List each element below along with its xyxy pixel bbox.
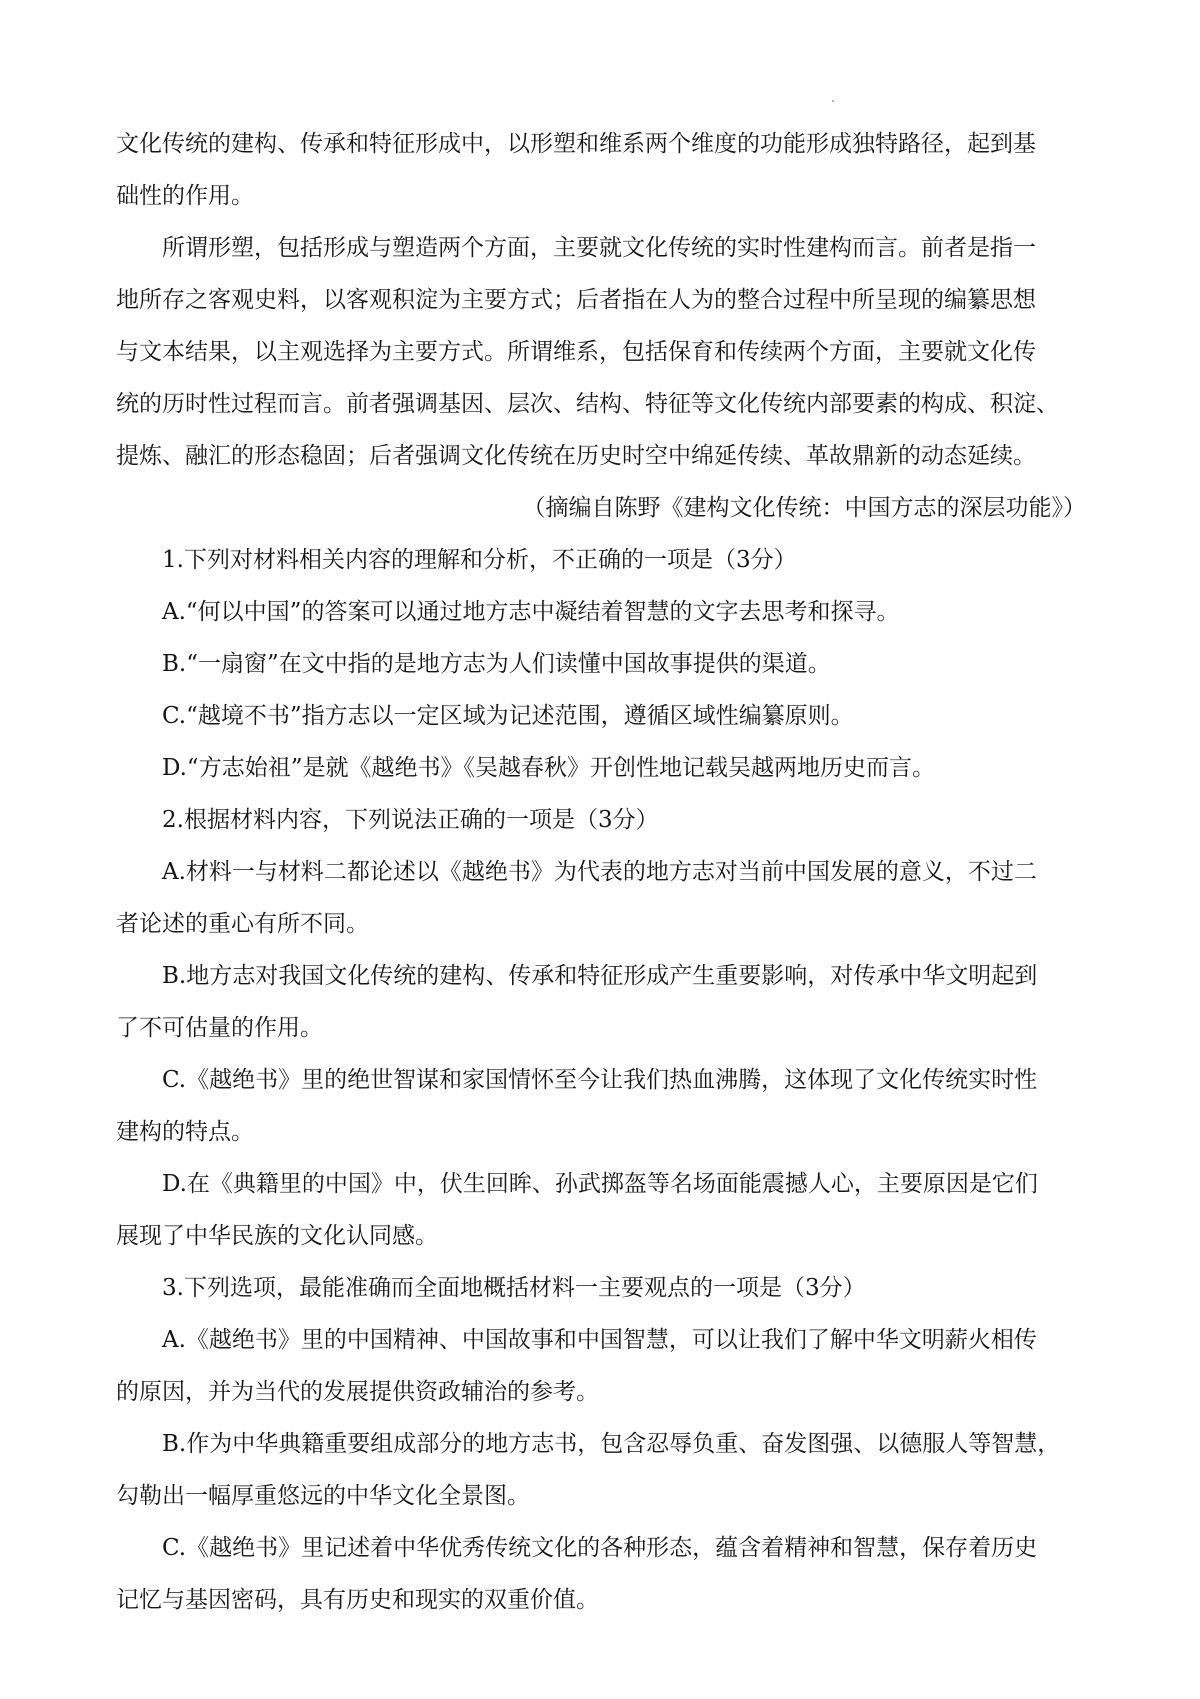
option-a: A.“何以中国”的答案可以通过地方志中凝结着智慧的文字去思考和探寻。 (162, 599, 900, 625)
passage-line: 所谓形塑，包括形成与塑造两个方面，主要就文化传统的实时性建构而言。前者是指一 (162, 235, 1036, 261)
passage-line: 与文本结果，以主观选择为主要方式。所谓维系，包括保育和传续两个方面，主要就文化传 (116, 339, 1036, 365)
passage-line: 提炼、融汇的形态稳固；后者强调文化传统在历史时空中绵延传续、革故鼎新的动态延续。 (116, 443, 1036, 469)
option-b: B.“一扇窗”在文中指的是地方志为人们读懂中国故事提供的渠道。 (162, 651, 831, 677)
document-body (116, 118, 1088, 1626)
question-stem: 2.根据材料内容，下列说法正确的一项是（3分） (162, 807, 659, 833)
question-3 (116, 1262, 1088, 1626)
option-a: A.材料一与材料二都论述以《越绝书》为代表的地方志对当前中国发展的意义，不过二 (162, 859, 1037, 885)
option-c: C.“越境不书”指方志以一定区域为记述范围，遵循区域性编纂原则。 (162, 703, 854, 729)
passage-source: （摘编自陈野《建构文化传统：中国方志的深层功能》） (522, 495, 1086, 521)
option-b-continued: 勾勒出一幅厚重悠远的中华文化全景图。 (116, 1483, 530, 1509)
option-b: B.作为中华典籍重要组成部分的地方志书，包含忍辱负重、奋发图强、以德服人等智慧， (162, 1431, 1061, 1457)
option-a: A.《越绝书》里的中国精神、中国故事和中国智慧，可以让我们了解中华文明薪火相传 (162, 1327, 1037, 1353)
option-c-continued: 记忆与基因密码，具有历史和现实的双重价值。 (116, 1587, 599, 1613)
option-a-continued: 的原因，并为当代的发展提供资政辅治的参考。 (116, 1379, 599, 1405)
question-stem: 3.下列选项，最能准确而全面地概括材料一主要观点的一项是（3分） (162, 1275, 866, 1301)
passage-line: 础性的作用。 (116, 183, 254, 209)
option-a-continued: 者论述的重心有所不同。 (116, 911, 369, 937)
option-d: D.“方志始祖”是就《越绝书》《吴越春秋》开创性地记载吴越两地历史而言。 (162, 755, 935, 781)
question-1 (116, 534, 1088, 794)
question-stem: 1.下列对材料相关内容的理解和分析，不正确的一项是（3分） (162, 547, 797, 573)
option-b: B.地方志对我国文化传统的建构、传承和特征形成产生重要影响，对传承中华文明起到 (162, 963, 1038, 989)
passage (116, 118, 1088, 534)
option-d-continued: 展现了中华民族的文化认同感。 (116, 1223, 438, 1249)
passage-line: 统的历时性过程而言。前者强调基因、层次、结构、特征等文化传统内部要素的构成、积淀、 (116, 391, 1059, 417)
passage-line: 地所存之客观史料，以客观积淀为主要方式；后者指在人为的整合过程中所呈现的编纂思想 (116, 287, 1036, 313)
question-2 (116, 794, 1088, 1262)
option-c: C.《越绝书》里的绝世智谋和家国情怀至今让我们热血沸腾，这体现了文化传统实时性 (162, 1067, 1038, 1093)
scan-speck (832, 100, 834, 102)
option-c-continued: 建构的特点。 (116, 1119, 254, 1145)
option-b-continued: 了不可估量的作用。 (116, 1015, 323, 1041)
option-d: D.在《典籍里的中国》中，伏生回眸、孙武掷盔等名场面能震撼人心，主要原因是它们 (162, 1171, 1038, 1197)
passage-line: 文化传统的建构、传承和特征形成中，以形塑和维系两个维度的功能形成独特路径，起到基 (116, 131, 1036, 157)
option-c: C.《越绝书》里记述着中华优秀传统文化的各种形态，蕴含着精神和智慧，保存着历史 (162, 1535, 1038, 1561)
